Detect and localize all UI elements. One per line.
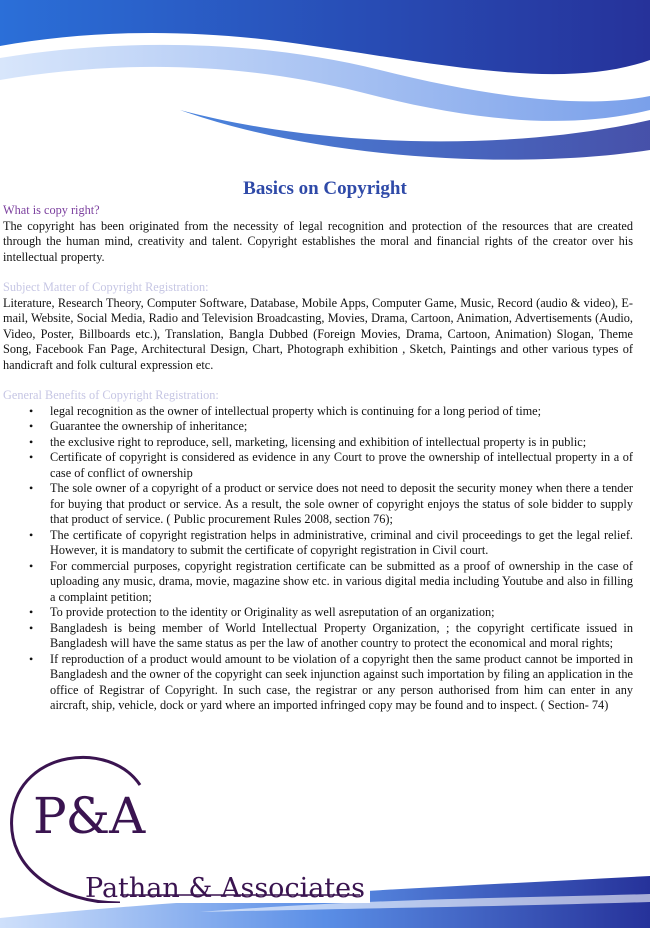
what-is-paragraph: The copyright has been originated from the necessity of legal recognition and protection of the resources that are created through the human mind, creativity and talent. Copyright establishes the moral and financial rights of the creator over his intellectual property. — [3, 218, 633, 264]
list-item: • The sole owner of a copyright of a product or service does not need to deposit the security money when there a tender for buying that product or service. As a result, the sole owner of copyright enjoys the status of sole bidder to supply that product of service. ( Public procurement Rules 2008, section 76); — [50, 481, 633, 528]
logo-company-name: Pathan & Associates — [85, 873, 365, 904]
subject-matter-paragraph: Literature, Research Theory, Computer Software, Database, Mobile Apps, Computer Game, Music, Record (audio & video), E-mail, Website, Social Media, Radio and Television Broadcasting, Movies, Drama, Cartoon, Animation, Advertisements (Audio, Video, Poster, Billboards etc.), Translation, Bangla Dubbed (Foreign Movies, Drama, Cartoon, Animation) Slogan, Theme Song, Facebook Fan Page, Architectural Design, Chart, Photograph exhibition , Sketch, Paintings and other various types of handicraft and folk cultural expression etc. — [3, 295, 633, 372]
list-item: • legal recognition as the owner of intellectual property which is continuing for a long period of time; — [50, 404, 633, 420]
list-item: • the exclusive right to reproduce, sell, marketing, licensing and exhibition of intellectual property is in public; — [50, 435, 633, 451]
page-title: Basics on Copyright — [243, 178, 407, 199]
list-item: • If reproduction of a product would amount to be violation of a copyright then the same product cannot be imported in Bangladesh and the owner of the copyright can seek injunction against such importation by filing an application in the office of Registrar of Copyright. In such case, the registrar or any person authorised from him can enter in any aircraft, ship, vehicle, dock or yard where an imported infringed copy may be found and to inspect. ( Section- 74) — [50, 652, 633, 714]
section-heading-what-is: What is copy right? — [3, 203, 100, 217]
list-item: • Certificate of copyright is considered as evidence in any Court to prove the ownership of intellectual property in a of case of conflict of ownership — [50, 450, 633, 481]
list-item: • Bangladesh is being member of World Intellectual Property Organization, ; the copyright certificate issued in Bangladesh will have the same status as per the law of another country to protect the economical and moral rights; — [50, 621, 633, 652]
document-body — [3, 203, 633, 714]
list-item: • For commercial purposes, copyright registration certificate can be submitted as a proof of ownership in the case of uploading any music, drama, movie, magazine show etc. in various digital media including Youtube and also in filling a complaint petition; — [50, 559, 633, 606]
list-item: • Guarantee the ownership of inheritance; — [50, 419, 633, 435]
benefits-list — [3, 404, 633, 714]
section-heading-subject-matter: Subject Matter of Copyright Registration: — [3, 280, 209, 294]
logo-monogram: P&A — [33, 787, 145, 845]
list-item: • To provide protection to the identity or Originality as well asreputation of an organization; — [50, 605, 633, 621]
company-logo — [0, 745, 370, 903]
list-item: • The certificate of copyright registration helps in administrative, criminal and civil proceedings to get the legal relief. However, it is mandatory to submit the certificate of copyright registration in Civil court. — [50, 528, 633, 559]
header-wave-decoration — [0, 0, 650, 160]
section-heading-benefits: General Benefits of Copyright Registration: — [3, 388, 219, 402]
